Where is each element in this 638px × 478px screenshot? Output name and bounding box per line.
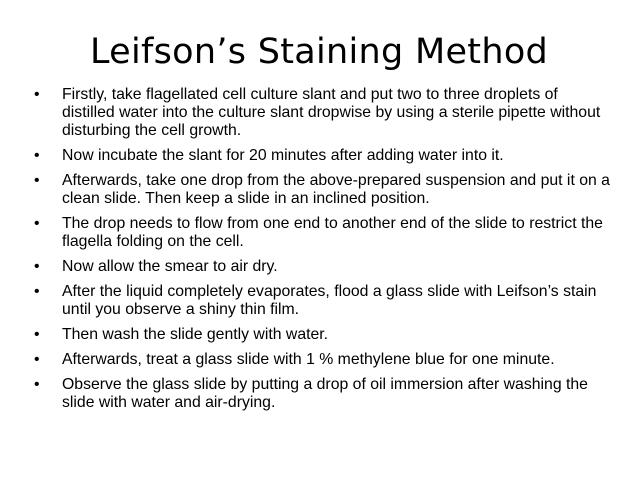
bullet-text: Observe the glass slide by putting a drop of oil immersion after washing the slide with water and air-drying. — [62, 376, 588, 411]
bullet-item — [34, 86, 614, 140]
bullet-item — [34, 147, 614, 165]
bullet-item — [34, 283, 614, 319]
bullet-list — [34, 86, 614, 419]
bullet-text: Afterwards, treat a glass slide with 1 % methylene blue for one minute. — [62, 351, 555, 368]
bullet-icon: • — [34, 351, 40, 368]
bullet-text: Then wash the slide gently with water. — [62, 326, 329, 343]
bullet-icon: • — [34, 376, 40, 393]
bullet-icon: • — [34, 86, 40, 103]
bullet-text: Now allow the smear to air dry. — [62, 258, 278, 275]
bullet-item — [34, 172, 614, 208]
bullet-icon: • — [34, 258, 40, 275]
slide-title: Leifson’s Staining Method — [89, 32, 549, 72]
bullet-item — [34, 351, 614, 369]
bullet-icon: • — [34, 147, 40, 164]
bullet-icon: • — [34, 283, 40, 300]
bullet-text: Firstly, take flagellated cell culture slant and put two to three droplets of distilled water into the culture slant dropwise by using a sterile pipette without disturbing the cell growth. — [62, 86, 601, 139]
bullet-text: Afterwards, take one drop from the above-prepared suspension and put it on a clean slide. Then keep a slide in an inclined position. — [62, 172, 610, 207]
bullet-icon: • — [34, 215, 40, 232]
bullet-text: The drop needs to flow from one end to another end of the slide to restrict the flagella folding on the cell. — [62, 215, 603, 250]
bullet-text: Now incubate the slant for 20 minutes after adding water into it. — [62, 147, 504, 164]
bullet-icon: • — [34, 172, 40, 189]
bullet-text: After the liquid completely evaporates, flood a glass slide with Leifson’s stain until you observe a shiny thin film. — [62, 283, 597, 318]
bullet-icon: • — [34, 326, 40, 343]
bullet-item — [34, 258, 614, 276]
bullet-item — [34, 215, 614, 251]
bullet-item — [34, 326, 614, 344]
bullet-item — [34, 376, 614, 412]
